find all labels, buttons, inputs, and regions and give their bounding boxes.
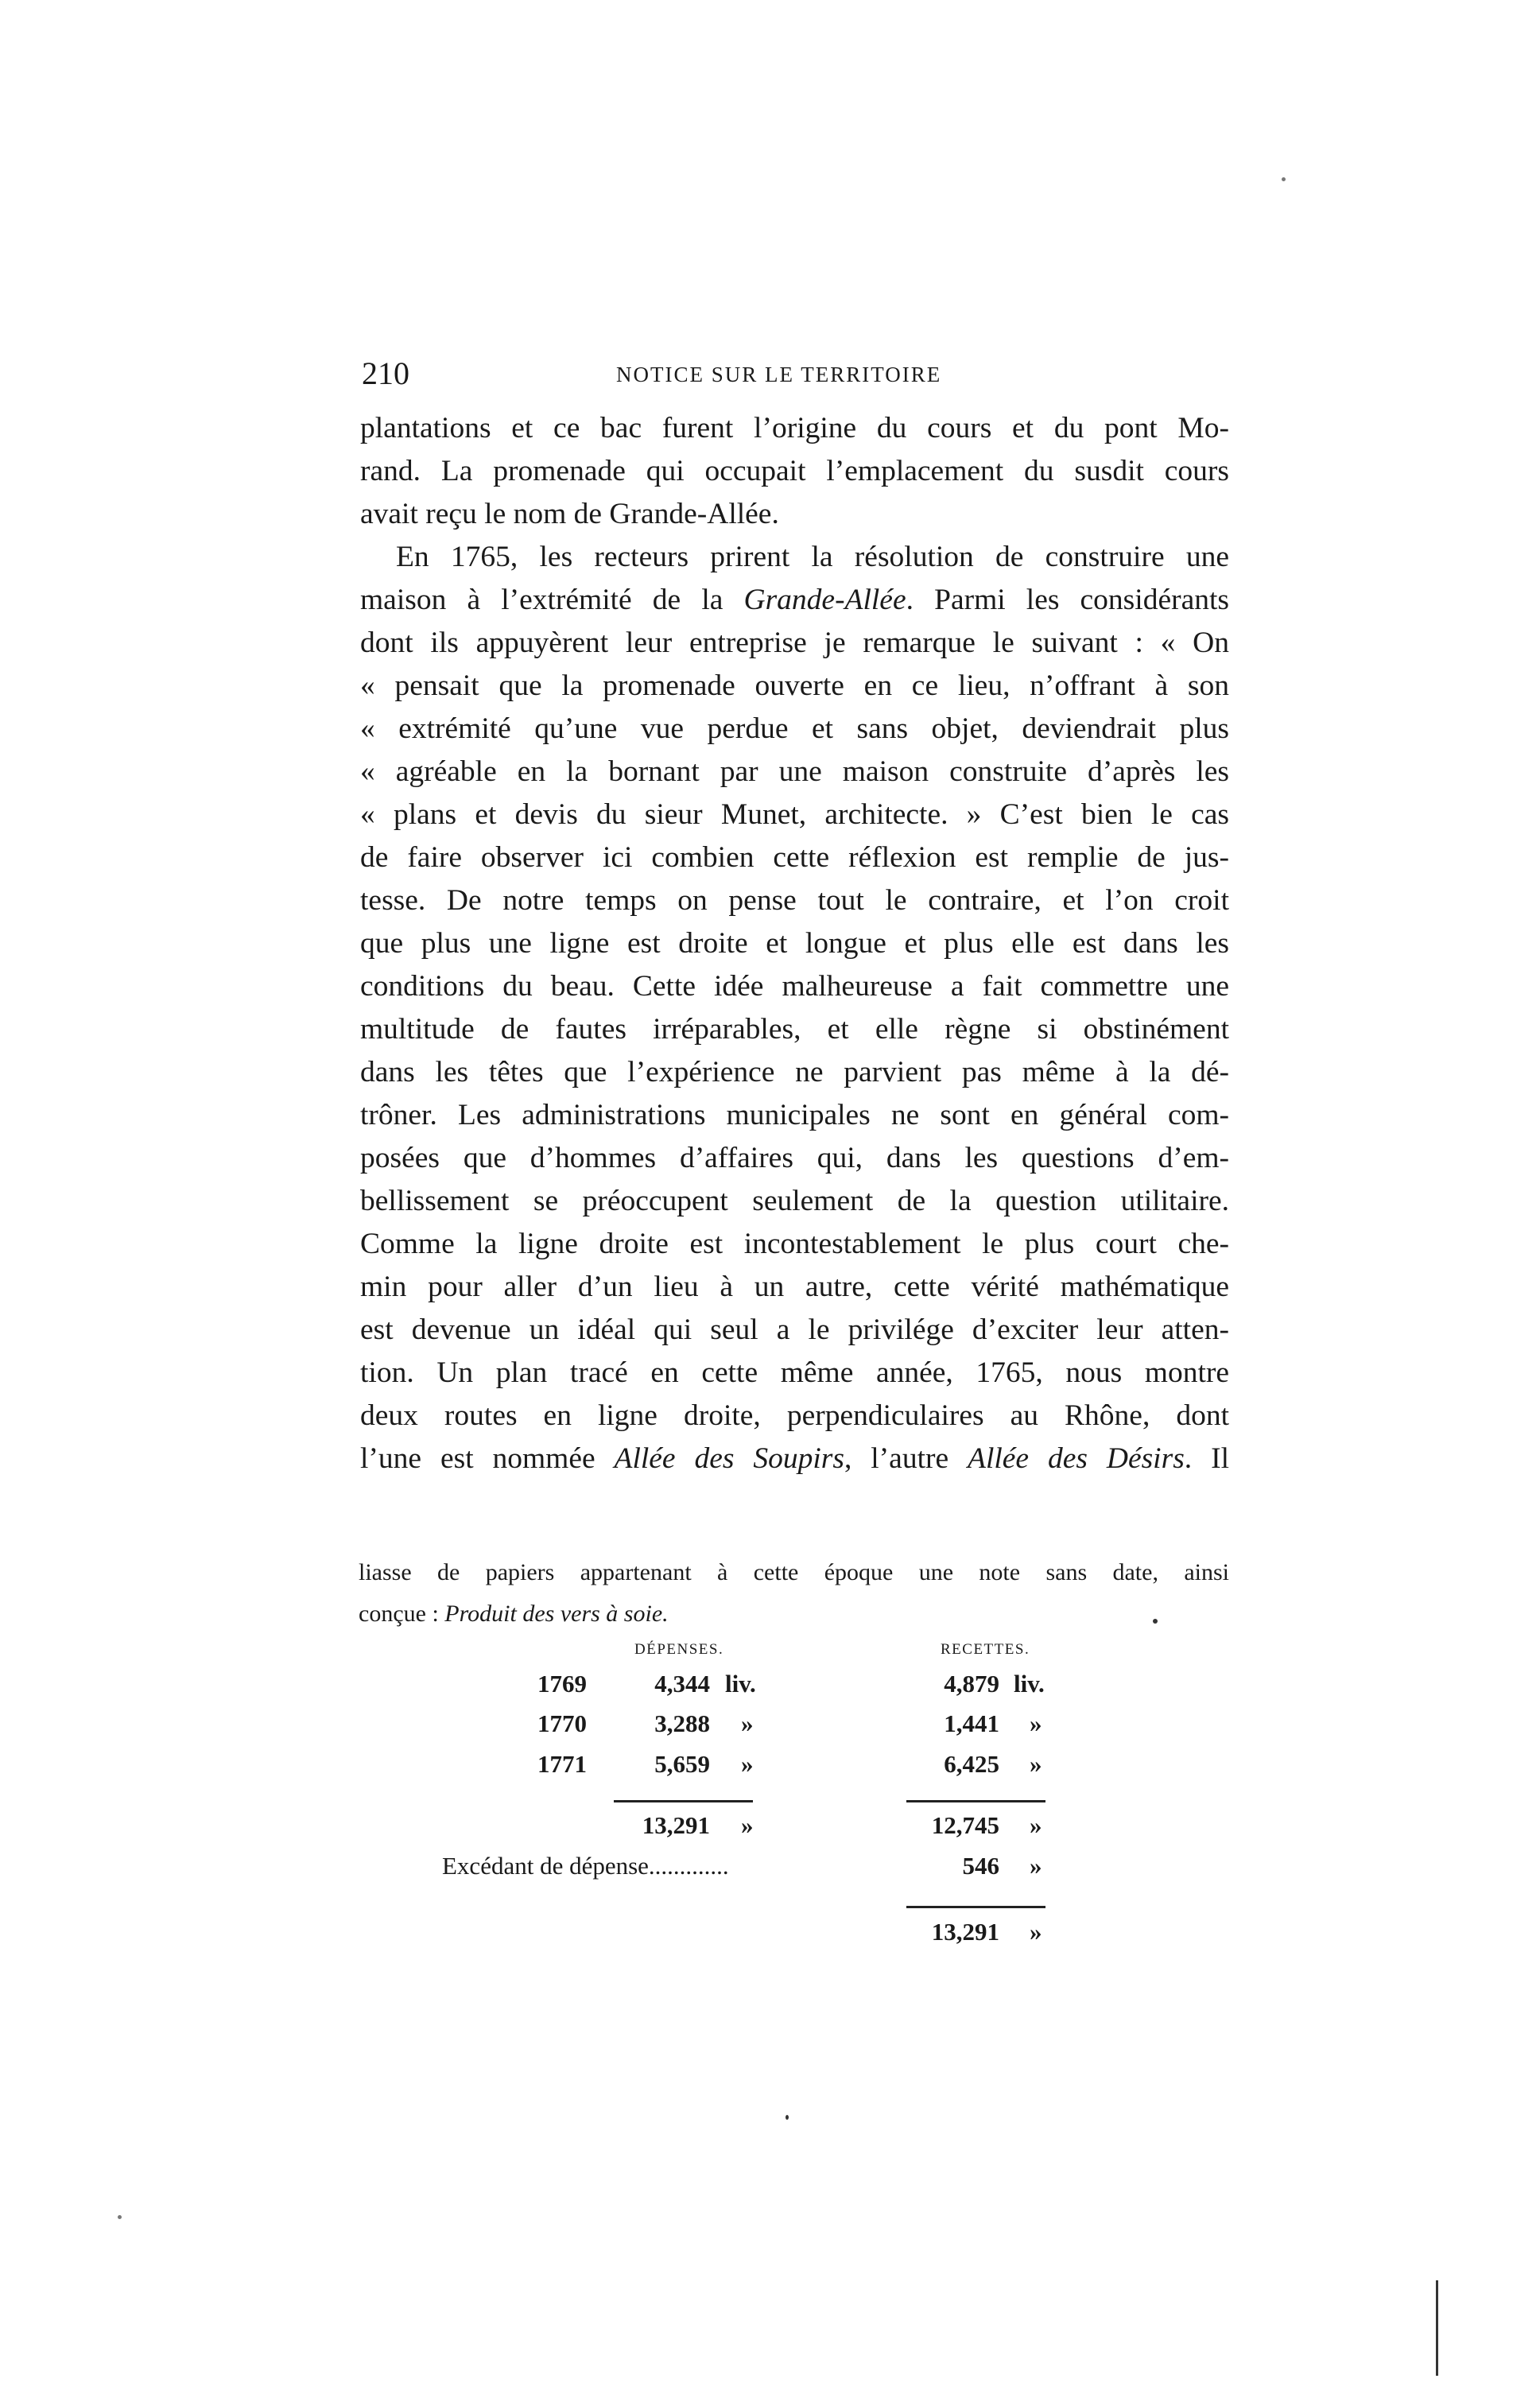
text-segment: est devenue un idéal qui seul a le privilége d’exciter leur atten- <box>360 1313 1229 1346</box>
text-line <box>360 922 1229 965</box>
text-line <box>360 536 1229 579</box>
italic-text: Produit des vers à soie. <box>444 1601 669 1627</box>
receipts-unit: » <box>1030 1750 1042 1778</box>
text-line <box>360 836 1229 879</box>
text-segment: maison à l’extrémité de la <box>360 584 744 616</box>
text-line <box>360 1051 1229 1094</box>
text-line <box>360 751 1229 794</box>
text-segment: dans les têtes que l’expérience ne parvient pas même à la dé- <box>360 1056 1229 1088</box>
text-segment: que plus une ligne est droite et longue et plus elle est dans les <box>360 927 1229 960</box>
text-segment: conçue : <box>359 1601 445 1627</box>
text-segment: trôner. Les administrations municipales ne sont en général com- <box>360 1099 1229 1131</box>
text-line <box>360 1223 1229 1266</box>
body-text <box>360 407 1229 1480</box>
expenses-cell: 5,659 <box>654 1750 710 1778</box>
text-line <box>360 1438 1229 1480</box>
text-segment: « extrémité qu’une vue perdue et sans objet, deviendrait plus <box>360 712 1229 745</box>
header-expenses: DÉPENSES. <box>634 1641 724 1658</box>
text-line <box>360 665 1229 708</box>
excess-label: Excédant de dépense............. <box>442 1852 729 1880</box>
text-segment: multitude de fautes irréparables, et elle règne si obstinément <box>360 1013 1229 1046</box>
grand-total: 13,291 <box>931 1918 999 1946</box>
text-segment: posées que d’hommes d’affaires qui, dans les questions d’em- <box>360 1142 1229 1174</box>
text-line <box>360 1094 1229 1137</box>
italic-text: Grande-Allée <box>743 584 906 616</box>
text-line <box>360 622 1229 665</box>
expenses-cell: 4,344 <box>654 1670 710 1698</box>
footnote-line <box>359 1553 1229 1594</box>
text-line <box>360 1266 1229 1309</box>
text-segment: deux routes en ligne droite, perpendiculaires au Rhône, dont <box>360 1399 1229 1432</box>
sum-rule <box>906 1906 1045 1908</box>
receipts-unit: » <box>1030 1709 1042 1737</box>
text-line <box>360 1395 1229 1438</box>
text-segment: conditions du beau. Cette idée malheureuse a fait commettre une <box>360 970 1229 1003</box>
text-segment: avait reçu le nom de Grande-Allée. <box>360 498 779 530</box>
text-line <box>360 1137 1229 1180</box>
text-segment: rand. La promenade qui occupait l’emplacement du susdit cours <box>360 455 1229 487</box>
total-expenses-unit: » <box>741 1811 754 1839</box>
total-receipts-unit: » <box>1030 1811 1042 1839</box>
text-segment: tion. Un plan tracé en cette même année, 1765, nous montre <box>360 1356 1229 1389</box>
text-segment: « pensait que la promenade ouverte en ce lieu, n’offrant à son <box>360 669 1229 702</box>
text-line <box>360 579 1229 622</box>
year-cell: 1770 <box>537 1709 587 1737</box>
text-segment: « plans et devis du sieur Munet, architecte. » C’est bien le cas <box>360 798 1229 831</box>
text-segment: . Parmi les considérants <box>906 584 1229 616</box>
header-receipts: RECETTES. <box>941 1641 1030 1658</box>
text-segment: Comme la ligne droite est incontestablement le plus court che- <box>360 1228 1229 1260</box>
expenses-unit: » <box>741 1750 754 1778</box>
expenses-unit: » <box>741 1709 754 1737</box>
text-line <box>360 1352 1229 1395</box>
grand-total-unit: » <box>1030 1918 1042 1946</box>
expenses-unit: liv. <box>725 1670 756 1698</box>
sum-rule <box>614 1800 753 1802</box>
text-segment: « agréable en la bornant par une maison construite d’après les <box>360 755 1229 788</box>
text-segment: bellissement se préoccupent seulement de la question utilitaire. <box>360 1185 1229 1217</box>
year-cell: 1769 <box>537 1670 587 1698</box>
text-line <box>360 450 1229 493</box>
text-line <box>360 1180 1229 1223</box>
text-line <box>360 879 1229 922</box>
footnote-text <box>359 1553 1229 1636</box>
italic-text: Allée des Soupirs <box>614 1442 844 1475</box>
text-segment: . Il <box>1184 1442 1229 1475</box>
text-line <box>360 1309 1229 1352</box>
receipts-cell: 4,879 <box>944 1670 999 1698</box>
text-segment: plantations et ce bac furent l’origine du cours et du pont Mo- <box>360 412 1229 444</box>
year-cell: 1771 <box>537 1750 587 1778</box>
receipts-unit: liv. <box>1014 1670 1045 1698</box>
sum-rule <box>906 1800 1045 1802</box>
expenses-cell: 3,288 <box>654 1709 710 1737</box>
text-segment: tesse. De notre temps on pense tout le contraire, et l’on croit <box>360 884 1229 917</box>
text-segment: liasse de papiers appartenant à cette époque une note sans date, ainsi <box>359 1559 1229 1585</box>
text-segment: , l’autre <box>844 1442 968 1475</box>
text-line <box>360 493 1229 536</box>
text-line <box>360 965 1229 1008</box>
text-line <box>360 407 1229 450</box>
excess-value: 546 <box>962 1852 999 1880</box>
total-expenses: 13,291 <box>642 1811 710 1839</box>
text-segment: dont ils appuyèrent leur entreprise je remarque le suivant : « On <box>360 627 1229 659</box>
receipts-cell: 1,441 <box>944 1709 999 1737</box>
total-receipts: 12,745 <box>931 1811 999 1839</box>
text-line <box>360 1008 1229 1051</box>
receipts-cell: 6,425 <box>944 1750 999 1778</box>
text-line <box>360 708 1229 751</box>
text-segment: En 1765, les recteurs prirent la résolution de construire une <box>396 541 1229 573</box>
text-line <box>360 794 1229 836</box>
excess-unit: » <box>1030 1852 1042 1880</box>
footnote-line <box>359 1594 1229 1636</box>
page-number: 210 <box>362 355 409 391</box>
text-segment: min pour aller d’un lieu à un autre, cette vérité mathématique <box>360 1271 1229 1303</box>
text-segment: l’une est nommée <box>360 1442 615 1475</box>
italic-text: Allée des Désirs <box>968 1442 1185 1475</box>
running-title: NOTICE SUR LE TERRITOIRE <box>616 363 942 386</box>
text-segment: de faire observer ici combien cette réflexion est remplie de jus- <box>360 841 1229 874</box>
